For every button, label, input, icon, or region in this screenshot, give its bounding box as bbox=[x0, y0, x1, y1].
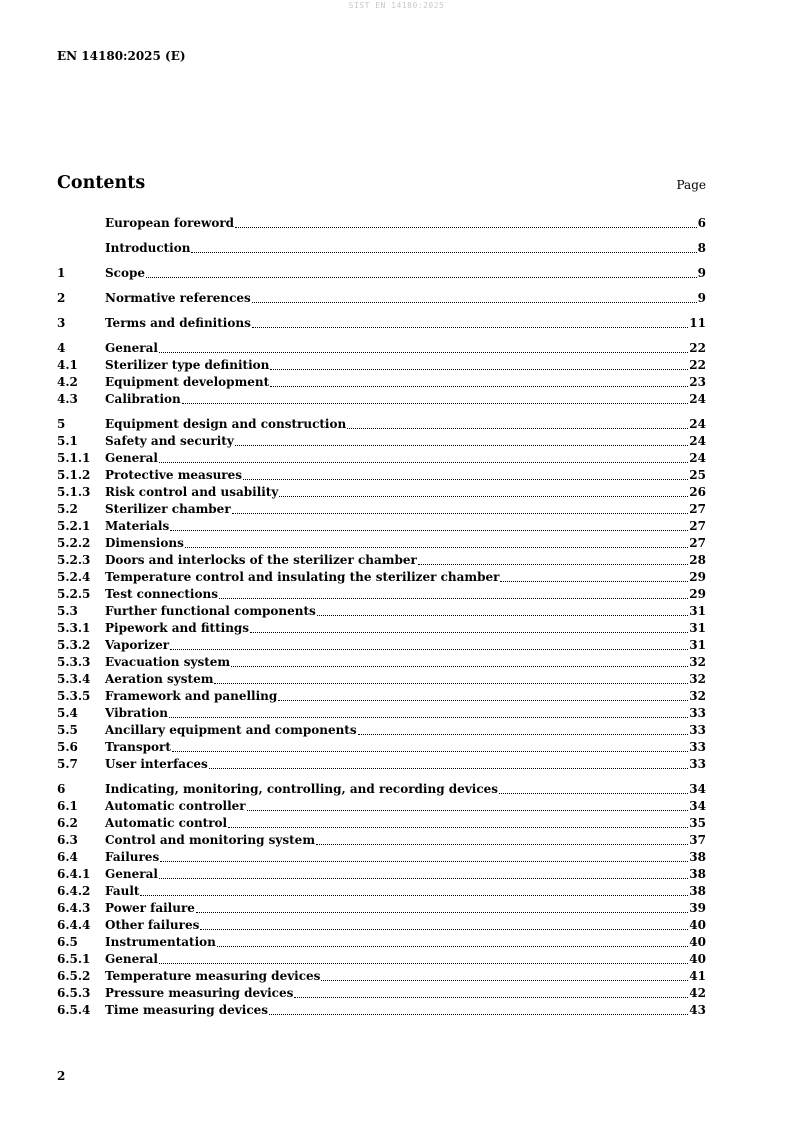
toc-entry-number: 6.5.1 bbox=[57, 952, 91, 966]
toc-entry-title: Vibration bbox=[105, 706, 168, 720]
dot-leader bbox=[418, 563, 689, 565]
toc-entry-page: 33 bbox=[689, 706, 706, 720]
toc-entry-page: 31 bbox=[689, 621, 706, 635]
toc-entry-title: Time measuring devices bbox=[105, 1003, 269, 1017]
toc-entry-page: 26 bbox=[689, 485, 706, 499]
toc-entry[interactable] bbox=[57, 798, 706, 815]
toc-entry[interactable] bbox=[57, 849, 706, 866]
toc-entry-number: 6.2 bbox=[57, 816, 78, 830]
toc-entry-title: Equipment development bbox=[105, 375, 270, 389]
dot-leader bbox=[214, 682, 688, 684]
dot-leader bbox=[219, 597, 688, 599]
toc-entry[interactable] bbox=[57, 467, 706, 484]
dot-leader bbox=[499, 792, 688, 794]
footer-page-number: 2 bbox=[57, 1069, 66, 1083]
toc-entry-page: 38 bbox=[689, 850, 706, 864]
toc-entry-title: Transport bbox=[105, 740, 171, 754]
toc-entry-title: General bbox=[105, 867, 158, 881]
toc-entry-title: Automatic controller bbox=[105, 799, 246, 813]
dot-leader bbox=[159, 461, 688, 463]
dot-leader bbox=[172, 750, 688, 752]
toc-entry-number: 5.3.4 bbox=[57, 672, 91, 686]
toc-entry[interactable] bbox=[57, 569, 706, 586]
dot-leader bbox=[316, 843, 688, 845]
toc-entry-page: 33 bbox=[689, 757, 706, 771]
toc-entry-title: General bbox=[105, 451, 158, 465]
toc-entry-title: Risk control and usability bbox=[105, 485, 279, 499]
toc-entry[interactable] bbox=[57, 688, 706, 705]
toc-entry-number: 5.6 bbox=[57, 740, 78, 754]
toc-entry[interactable] bbox=[57, 815, 706, 832]
toc-entry-title: Aeration system bbox=[105, 672, 214, 686]
toc-entry-title: Test connections bbox=[105, 587, 218, 601]
toc-entry-number: 4.1 bbox=[57, 358, 78, 372]
contents-title: Contents bbox=[57, 173, 146, 193]
dot-leader bbox=[232, 512, 689, 514]
toc-entry[interactable] bbox=[57, 934, 706, 951]
dot-leader bbox=[228, 826, 688, 828]
toc-entry-number: 6.3 bbox=[57, 833, 78, 847]
dot-leader bbox=[196, 911, 688, 913]
toc-entry[interactable] bbox=[57, 968, 706, 985]
toc-entry[interactable] bbox=[57, 416, 706, 433]
toc-entry[interactable] bbox=[57, 722, 706, 739]
dot-leader bbox=[160, 860, 688, 862]
dot-leader bbox=[159, 877, 688, 879]
toc-entry-page: 24 bbox=[689, 434, 706, 448]
toc-entry-number: 5.5 bbox=[57, 723, 78, 737]
dot-leader bbox=[358, 733, 689, 735]
dot-leader bbox=[235, 226, 697, 228]
toc-entry[interactable] bbox=[57, 391, 706, 408]
toc-entry-page: 32 bbox=[689, 672, 706, 686]
toc-entry[interactable] bbox=[57, 671, 706, 688]
toc-entry-number: 5.1 bbox=[57, 434, 78, 448]
toc-entry-number: 5.2.2 bbox=[57, 536, 91, 550]
toc-entry-page: 43 bbox=[689, 1003, 706, 1017]
toc-entry-title: Equipment design and construction bbox=[105, 417, 347, 431]
dot-leader bbox=[146, 276, 697, 278]
toc-entry-title: Evacuation system bbox=[105, 655, 231, 669]
toc-entry-title: Doors and interlocks of the sterilizer chamber bbox=[105, 553, 417, 567]
toc-entry-title: Control and monitoring system bbox=[105, 833, 316, 847]
toc-entry-page: 8 bbox=[697, 241, 706, 255]
toc-entry-number: 5 bbox=[57, 417, 66, 431]
dot-leader bbox=[170, 529, 688, 531]
toc-entry-number: 6.4.1 bbox=[57, 867, 91, 881]
toc-entry[interactable] bbox=[57, 240, 706, 257]
table-of-contents bbox=[57, 215, 706, 1019]
toc-entry-title: Introduction bbox=[105, 241, 191, 255]
toc-entry-number: 6.5.2 bbox=[57, 969, 91, 983]
toc-entry-title: Other failures bbox=[105, 918, 200, 932]
toc-entry-number: 4.3 bbox=[57, 392, 78, 406]
toc-entry-number: 5.1.2 bbox=[57, 468, 91, 482]
toc-entry-page: 33 bbox=[689, 740, 706, 754]
toc-entry-number: 5.1.3 bbox=[57, 485, 91, 499]
toc-entry[interactable] bbox=[57, 518, 706, 535]
toc-entry[interactable] bbox=[57, 739, 706, 756]
toc-entry[interactable] bbox=[57, 781, 706, 798]
toc-entry-page: 34 bbox=[689, 799, 706, 813]
toc-entry-page: 32 bbox=[689, 689, 706, 703]
document-id: EN 14180:2025 (E) bbox=[57, 49, 186, 63]
dot-leader bbox=[270, 385, 688, 387]
toc-entry-page: 24 bbox=[689, 451, 706, 465]
page-column-label: Page bbox=[676, 178, 706, 192]
toc-entry-page: 27 bbox=[689, 502, 706, 516]
toc-entry-title: Power failure bbox=[105, 901, 195, 915]
toc-entry-title: Indicating, monitoring, controlling, and recording devices bbox=[105, 782, 499, 796]
toc-entry[interactable] bbox=[57, 951, 706, 968]
toc-entry-title: Fault bbox=[105, 884, 140, 898]
toc-entry-number: 6.5.4 bbox=[57, 1003, 91, 1017]
dot-leader bbox=[159, 962, 688, 964]
toc-entry-page: 29 bbox=[689, 570, 706, 584]
toc-entry[interactable] bbox=[57, 552, 706, 569]
toc-entry-page: 6 bbox=[697, 216, 706, 230]
toc-entry-title: European foreword bbox=[105, 216, 235, 230]
dot-leader bbox=[235, 444, 688, 446]
toc-entry[interactable] bbox=[57, 357, 706, 374]
toc-entry-number: 4.2 bbox=[57, 375, 78, 389]
dot-leader bbox=[185, 546, 688, 548]
toc-entry[interactable] bbox=[57, 832, 706, 849]
toc-entry-page: 31 bbox=[689, 604, 706, 618]
toc-entry-number: 4 bbox=[57, 341, 66, 355]
toc-entry-title: Failures bbox=[105, 850, 160, 864]
toc-entry-title: Framework and panelling bbox=[105, 689, 278, 703]
toc-entry-number: 5.4 bbox=[57, 706, 78, 720]
toc-entry-title: Dimensions bbox=[105, 536, 184, 550]
toc-entry[interactable] bbox=[57, 586, 706, 603]
toc-entry-page: 23 bbox=[689, 375, 706, 389]
toc-entry-page: 9 bbox=[697, 266, 706, 280]
dot-leader bbox=[279, 495, 688, 497]
toc-entry-page: 37 bbox=[689, 833, 706, 847]
toc-entry-title: Vaporizer bbox=[105, 638, 170, 652]
toc-entry[interactable] bbox=[57, 215, 706, 232]
watermark: SIST EN 14180:2025 bbox=[348, 1, 445, 10]
toc-entry-page: 41 bbox=[689, 969, 706, 983]
toc-entry-page: 25 bbox=[689, 468, 706, 482]
toc-entry-page: 42 bbox=[689, 986, 706, 1000]
toc-entry-number: 5.3 bbox=[57, 604, 78, 618]
toc-entry-title: Protective measures bbox=[105, 468, 243, 482]
toc-entry-title: General bbox=[105, 952, 158, 966]
dot-leader bbox=[347, 427, 688, 429]
toc-entry[interactable] bbox=[57, 501, 706, 518]
toc-entry-page: 39 bbox=[689, 901, 706, 915]
toc-entry[interactable] bbox=[57, 433, 706, 450]
toc-entry-page: 34 bbox=[689, 782, 706, 796]
toc-entry-page: 24 bbox=[689, 417, 706, 431]
toc-entry-page: 22 bbox=[689, 341, 706, 355]
toc-entry[interactable] bbox=[57, 900, 706, 917]
dot-leader bbox=[170, 648, 688, 650]
toc-entry-number: 5.3.2 bbox=[57, 638, 91, 652]
toc-entry-number: 5.2.1 bbox=[57, 519, 91, 533]
dot-leader bbox=[294, 996, 688, 998]
toc-entry-number: 6.5.3 bbox=[57, 986, 91, 1000]
toc-entry-title: Terms and definitions bbox=[105, 316, 251, 330]
dot-leader bbox=[159, 351, 688, 353]
toc-entry[interactable] bbox=[57, 484, 706, 501]
toc-entry-page: 38 bbox=[689, 867, 706, 881]
dot-leader bbox=[321, 979, 688, 981]
toc-entry-title: Automatic control bbox=[105, 816, 228, 830]
dot-leader bbox=[169, 716, 688, 718]
toc-entry[interactable] bbox=[57, 917, 706, 934]
toc-entry-title: Normative references bbox=[105, 291, 251, 305]
toc-entry-page: 38 bbox=[689, 884, 706, 898]
toc-entry-title: Safety and security bbox=[105, 434, 234, 448]
dot-leader bbox=[317, 614, 688, 616]
toc-entry[interactable] bbox=[57, 756, 706, 773]
dot-leader bbox=[182, 402, 689, 404]
dot-leader bbox=[500, 580, 688, 582]
toc-entry-number: 6 bbox=[57, 782, 66, 796]
toc-entry-number: 5.3.5 bbox=[57, 689, 91, 703]
toc-entry-page: 24 bbox=[689, 392, 706, 406]
toc-entry-number: 5.2.3 bbox=[57, 553, 91, 567]
toc-entry-page: 33 bbox=[689, 723, 706, 737]
toc-entry-title: Materials bbox=[105, 519, 170, 533]
toc-entry-number: 3 bbox=[57, 316, 66, 330]
toc-entry[interactable] bbox=[57, 705, 706, 722]
toc-entry[interactable] bbox=[57, 654, 706, 671]
toc-entry-page: 28 bbox=[689, 553, 706, 567]
toc-entry[interactable] bbox=[57, 315, 706, 332]
toc-entry[interactable] bbox=[57, 290, 706, 307]
dot-leader bbox=[250, 631, 688, 633]
toc-entry[interactable] bbox=[57, 866, 706, 883]
toc-entry-number: 2 bbox=[57, 291, 66, 305]
dot-leader bbox=[209, 767, 689, 769]
toc-entry-title: General bbox=[105, 341, 158, 355]
dot-leader bbox=[231, 665, 688, 667]
toc-entry[interactable] bbox=[57, 985, 706, 1002]
toc-entry-page: 31 bbox=[689, 638, 706, 652]
toc-entry-page: 29 bbox=[689, 587, 706, 601]
dot-leader bbox=[269, 1013, 688, 1015]
toc-entry-title: Sterilizer type definition bbox=[105, 358, 270, 372]
toc-entry-title: Pressure measuring devices bbox=[105, 986, 294, 1000]
toc-entry[interactable] bbox=[57, 374, 706, 391]
toc-entry-number: 5.3.3 bbox=[57, 655, 91, 669]
toc-entry[interactable] bbox=[57, 883, 706, 900]
dot-leader bbox=[278, 699, 688, 701]
toc-entry-page: 9 bbox=[697, 291, 706, 305]
toc-entry[interactable] bbox=[57, 637, 706, 654]
toc-entry-title: Sterilizer chamber bbox=[105, 502, 231, 516]
dot-leader bbox=[270, 368, 688, 370]
toc-entry-number: 5.2.4 bbox=[57, 570, 91, 584]
toc-entry-page: 40 bbox=[689, 952, 706, 966]
toc-entry[interactable] bbox=[57, 620, 706, 637]
dot-leader bbox=[217, 945, 688, 947]
toc-entry-page: 35 bbox=[689, 816, 706, 830]
toc-entry-number: 6.1 bbox=[57, 799, 78, 813]
toc-entry[interactable] bbox=[57, 265, 706, 282]
toc-entry-number: 5.1.1 bbox=[57, 451, 91, 465]
toc-entry-page: 27 bbox=[689, 536, 706, 550]
dot-leader bbox=[247, 809, 689, 811]
toc-entry-title: Temperature control and insulating the sterilizer chamber bbox=[105, 570, 500, 584]
toc-entry-page: 27 bbox=[689, 519, 706, 533]
dot-leader bbox=[252, 326, 688, 328]
toc-entry-number: 6.4.3 bbox=[57, 901, 91, 915]
toc-entry-number: 6.4 bbox=[57, 850, 78, 864]
toc-entry-page: 11 bbox=[689, 316, 706, 330]
toc-entry-number: 5.2 bbox=[57, 502, 78, 516]
toc-entry-number: 5.3.1 bbox=[57, 621, 91, 635]
toc-entry[interactable] bbox=[57, 603, 706, 620]
toc-entry-page: 32 bbox=[689, 655, 706, 669]
toc-entry-number: 6.4.4 bbox=[57, 918, 91, 932]
toc-entry-number: 6.5 bbox=[57, 935, 78, 949]
dot-leader bbox=[243, 478, 688, 480]
toc-entry-number: 5.7 bbox=[57, 757, 78, 771]
toc-entry-title: User interfaces bbox=[105, 757, 208, 771]
toc-entry-number: 5.2.5 bbox=[57, 587, 91, 601]
toc-entry-number: 6.4.2 bbox=[57, 884, 91, 898]
toc-entry[interactable] bbox=[57, 1002, 706, 1019]
toc-entry-page: 40 bbox=[689, 935, 706, 949]
dot-leader bbox=[252, 301, 697, 303]
dot-leader bbox=[140, 894, 688, 896]
dot-leader bbox=[191, 251, 696, 253]
dot-leader bbox=[200, 928, 688, 930]
toc-entry-title: Further functional components bbox=[105, 604, 316, 618]
toc-entry-page: 40 bbox=[689, 918, 706, 932]
toc-entry-title: Instrumentation bbox=[105, 935, 216, 949]
toc-entry-page: 22 bbox=[689, 358, 706, 372]
toc-entry-title: Pipework and fittings bbox=[105, 621, 250, 635]
toc-entry[interactable] bbox=[57, 450, 706, 467]
toc-entry[interactable] bbox=[57, 340, 706, 357]
toc-entry-title: Scope bbox=[105, 266, 146, 280]
toc-entry[interactable] bbox=[57, 535, 706, 552]
toc-entry-title: Calibration bbox=[105, 392, 181, 406]
toc-entry-title: Temperature measuring devices bbox=[105, 969, 321, 983]
toc-entry-number: 1 bbox=[57, 266, 66, 280]
toc-entry-title: Ancillary equipment and components bbox=[105, 723, 357, 737]
